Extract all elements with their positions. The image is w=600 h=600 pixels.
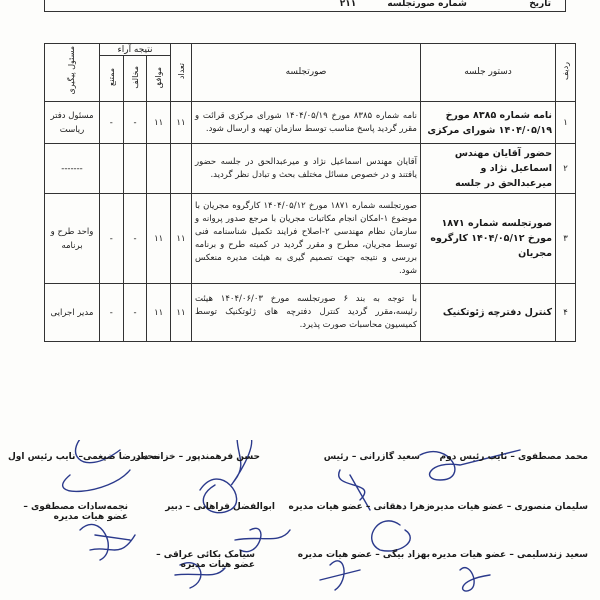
row-number: ۳	[556, 194, 576, 284]
row-desc: صورتجلسه شماره ۱۸۷۱ مورخ ۱۴۰۴/۰۵/۱۲ کارگروه مجریان با موضوع ۱-امکان انجام مکاتبات مجریان با مرجع صدور پروانه و سازمان نظام مهندسی ۲-اصلاح فرایند تکمیل شناسنامه فنی توسط مجریان، مطرح و مقرر گردید در کمیته طرح و برنامه بررسی و نتیجه جهت تصمیم گیری به هیئت مدیره منعکس شود.	[192, 194, 421, 284]
row-topic: نامه شماره ۸۳۸۵ مورخ ۱۴۰۴/۰۵/۱۹ شورای مرکزی	[421, 102, 556, 144]
row-number: ۲	[556, 144, 576, 194]
row-count	[171, 144, 192, 194]
header-strip	[44, 0, 566, 12]
col-agree: موافق	[147, 56, 171, 102]
row-responsible: مدیر اجرایی	[45, 284, 100, 342]
date-label: تاریخ	[529, 0, 551, 9]
row-abstain	[100, 144, 124, 194]
minutes-id-label: شماره صورتجلسه	[387, 0, 467, 9]
signatory: محمدرضا ضیغمی– نایب رئیس اول	[8, 452, 160, 462]
row-oppose: -	[123, 194, 147, 284]
col-row: ردیف	[556, 44, 576, 102]
col-oppose: مخالف	[123, 56, 147, 102]
minutes-table	[44, 43, 576, 342]
row-responsible: واحد طرح و برنامه	[45, 194, 100, 284]
signatory: سلیمان منصوری – عضو هیات مدیره	[429, 502, 588, 512]
row-desc: نامه شماره ۸۳۸۵ مورخ ۱۴۰۴/۰۵/۱۹ شورای مرکزی قرائت و مقرر گردید پاسخ مناسب توسط سازمان تهیه و ارسال شود.	[192, 102, 421, 144]
row-count: ۱۱	[171, 102, 192, 144]
signatory: حسن فرهمندپور – خزانه دار	[135, 452, 260, 462]
signatory: محمد مصطفوی – نایب رئیس دوم	[439, 452, 588, 462]
col-count: تعداد	[171, 44, 192, 102]
col-abstain: ممتنع	[100, 56, 124, 102]
row-agree: ۱۱	[147, 284, 171, 342]
signatory: سعید زندسلیمی – عضو هیات مدیره	[431, 550, 588, 560]
col-result: نتیجه آراء	[100, 44, 171, 56]
signatory: سیامک بکائی عراقی – عضو هیات مدیره	[156, 550, 255, 570]
row-oppose: -	[123, 102, 147, 144]
row-responsible: -------	[45, 144, 100, 194]
row-count: ۱۱	[171, 194, 192, 284]
signatory: زهرا دهقانی – عضو هیات مدیره	[288, 502, 430, 512]
row-topic: کنترل دفترچه ژئوتکنیک	[421, 284, 556, 342]
signatures-area	[0, 440, 600, 600]
row-desc: با توجه به بند ۶ صورتجلسه مورخ ۱۴۰۴/۰۶/۰۳ هیئت رئیسه،مقرر گردید کنترل دفترچه های ژئوتکنیک توسط کمیسیون محاسبات صورت پذیرد.	[192, 284, 421, 342]
row-number: ۱	[556, 102, 576, 144]
table-row	[45, 284, 576, 342]
table-header-row	[45, 44, 576, 56]
table-row	[45, 144, 576, 194]
row-abstain: -	[100, 284, 124, 342]
row-agree: ۱۱	[147, 102, 171, 144]
row-topic: صورتجلسه شماره ۱۸۷۱ مورخ ۱۴۰۴/۰۵/۱۲ کارگروه مجریان	[421, 194, 556, 284]
table-row	[45, 194, 576, 284]
col-responsible: مسئول پیگیری	[45, 44, 100, 102]
signatory: نجمه‌سادات مصطفوی – عضو هیات مدیره	[23, 502, 128, 522]
row-abstain: -	[100, 102, 124, 144]
row-number: ۴	[556, 284, 576, 342]
table-row	[45, 102, 576, 144]
row-topic: حضور آقایان مهندس اسماعیل نژاد و میرعبدالحق در جلسه	[421, 144, 556, 194]
row-oppose: -	[123, 284, 147, 342]
row-abstain: -	[100, 194, 124, 284]
minutes-id-value: ۲۱۱	[339, 0, 357, 9]
signatory: سعید گازرانی – رئیس	[323, 452, 420, 462]
row-count: ۱۱	[171, 284, 192, 342]
row-oppose	[123, 144, 147, 194]
row-responsible: مسئول دفتر ریاست	[45, 102, 100, 144]
row-desc: آقایان مهندس اسماعیل نژاد و میرعبدالحق در جلسه حضور یافتند و در خصوص مسائل مختلف بحث و تبادل نظر گردید.	[192, 144, 421, 194]
signatory: ابوالفضل فراهانی – دبیر	[165, 502, 275, 512]
row-agree	[147, 144, 171, 194]
col-minutes: صورتجلسه	[192, 44, 421, 102]
signatory: بهزاد بیگی – عضو هیات مدیره	[297, 550, 430, 560]
row-agree: ۱۱	[147, 194, 171, 284]
col-topic: دستور جلسه	[421, 44, 556, 102]
